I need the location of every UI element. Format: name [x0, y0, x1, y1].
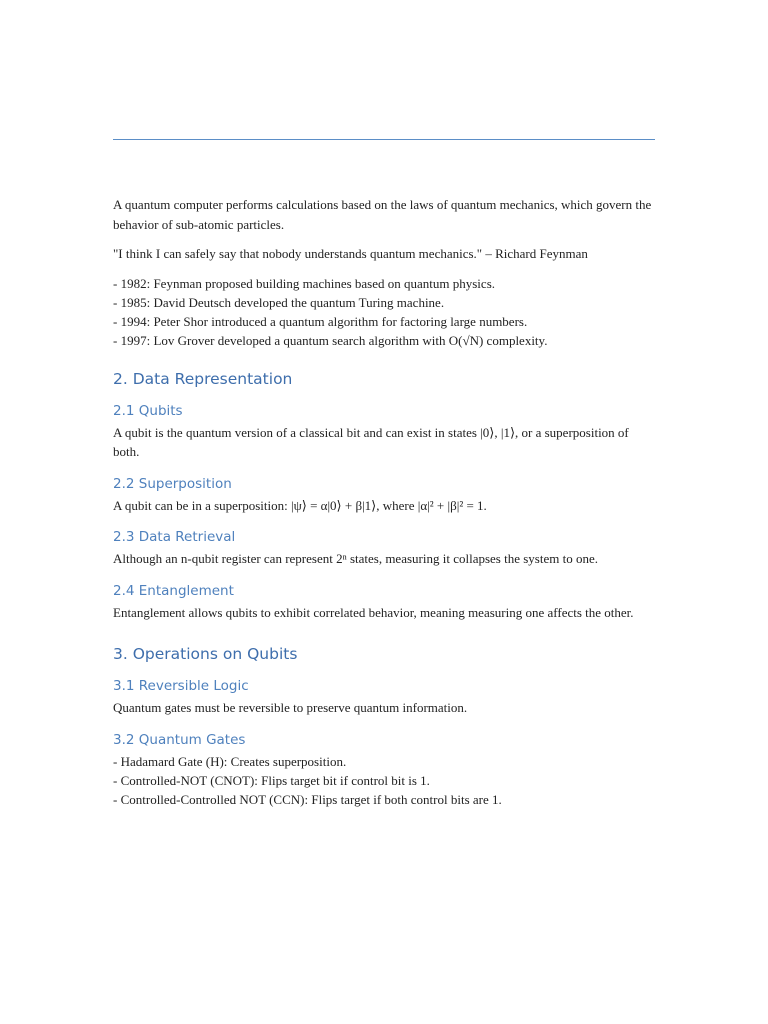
subsection-text-superposition: A qubit can be in a superposition: |ψ⟩ = α|0⟩ + β|1⟩, where |α|² + |β|² = 1. [113, 497, 487, 513]
document-body [113, 195, 658, 810]
history-item: - 1985: David Deutsch developed the quantum Turing machine. [113, 294, 445, 310]
gate-item: - Hadamard Gate (H): Creates superposition. [113, 753, 347, 769]
header-divider [113, 139, 655, 140]
subsection-heading-quantum-gates: 3.2 Quantum Gates [113, 731, 246, 748]
subsection-text-reversible-logic: Quantum gates must be reversible to preserve quantum information. [113, 700, 468, 716]
subsection-text-qubits: A qubit is the quantum version of a classical bit and can exist in states |0⟩, |1⟩, or a superposition of both. [113, 424, 629, 460]
history-item: - 1982: Feynman proposed building machines based on quantum physics. [113, 275, 496, 291]
gate-item: - Controlled-NOT (CNOT): Flips target bit if control bit is 1. [113, 772, 430, 788]
subsection-text-entanglement: Entanglement allows qubits to exhibit correlated behavior, meaning measuring one affects the other. [113, 604, 634, 620]
subsection-heading-data-retrieval: 2.3 Data Retrieval [113, 529, 236, 546]
feynman-quote: "I think I can safely say that nobody understands quantum mechanics." – Richard Feynman [113, 246, 588, 261]
gate-item: - Controlled-Controlled NOT (CCN): Flips target if both control bits are 1. [113, 792, 502, 808]
quantum-gates-list [113, 752, 658, 810]
subsection-heading-qubits: 2.1 Qubits [113, 402, 183, 419]
section-heading-operations: 3. Operations on Qubits [113, 645, 298, 664]
section-heading-data-representation: 2. Data Representation [113, 369, 293, 388]
subsection-heading-entanglement: 2.4 Entanglement [113, 582, 234, 599]
history-item: - 1997: Lov Grover developed a quantum search algorithm with O(√N) complexity. [113, 333, 548, 349]
history-list [113, 274, 658, 351]
subsection-heading-superposition: 2.2 Superposition [113, 475, 232, 492]
history-item: - 1994: Peter Shor introduced a quantum algorithm for factoring large numbers. [113, 314, 528, 330]
subsection-heading-reversible-logic: 3.1 Reversible Logic [113, 678, 249, 695]
intro-paragraph: A quantum computer performs calculations based on the laws of quantum mechanics, which govern the behavior of sub-atomic particles. [113, 197, 652, 232]
subsection-text-data-retrieval: Although an n-qubit register can represent 2ⁿ states, measuring it collapses the system to one. [113, 551, 598, 567]
